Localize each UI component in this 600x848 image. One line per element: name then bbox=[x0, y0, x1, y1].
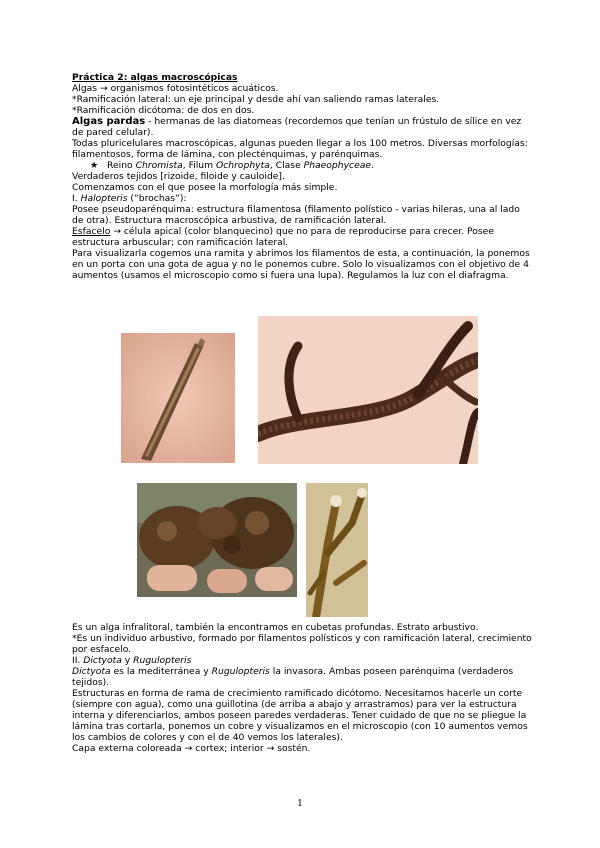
algas-pardas-text: - hermanas de las diatomeas (recordemos que tenían un frústulo de sílice en vez de pared celular). bbox=[72, 116, 522, 138]
taxonomy-bullet bbox=[72, 160, 532, 171]
dictyota-text-2: la invasora. Ambas poseen parénquima (verdaderos tejidos). bbox=[72, 666, 514, 688]
algas-pardas-heading: Algas pardas bbox=[72, 116, 146, 127]
microscope-branch-photo bbox=[258, 316, 478, 464]
esfacelo-term: Esfacelo bbox=[72, 226, 111, 237]
paragraph-individuo: *Es un individuo arbustivo, formado por filamentos polísticos y con ramificación lateral, crecimiento por esfacelo. bbox=[72, 633, 532, 655]
reino-value: Chromista bbox=[135, 160, 183, 171]
paragraph-algas-pardas bbox=[72, 116, 532, 138]
paragraph-pseudoparenquima: Posee pseudoparénquima: estructura filamentosa (filamento polístico - varias hileras, una al lado de otra). Estructura macroscópica arbustiva, de ramificación lateral. bbox=[72, 204, 520, 226]
rugulopteris-name: Rugulopteris bbox=[133, 655, 192, 666]
paragraph-visualizar: Para visualizarla cogemos una ramita y abrimos los filamentos de esta, a continuación, la ponemos en un porta con una gota de agua y no le ponemos cubre. Solo lo visualizamos con el objetivo de 4 aumentos (usamos el microscopio como si fuera una lupa). Regulamos la luz con el diafragma. bbox=[72, 248, 530, 281]
heading-halopteris bbox=[72, 193, 532, 204]
dictyota-numeral: II. bbox=[72, 655, 84, 666]
line-algas: Algas → organismos fotosintéticos acuáticos. bbox=[72, 83, 279, 94]
page-title: Práctica 2: algas macroscópicas bbox=[72, 72, 238, 83]
microscope-filament-photo bbox=[121, 333, 235, 463]
esfacelo-tips-photo bbox=[306, 483, 368, 617]
filum-label: , Filum bbox=[182, 160, 216, 171]
paragraph-pluricelulares: Todas pluricelulares macroscópicas, algunas pueden llegar a los 100 metros. Diversas morfologías: filamentosos, forma de lámina, con plecténquimas, y parénquimas. bbox=[72, 138, 528, 160]
line-verdaderos-tejidos: Verdaderos tejidos [rizoide, filoide y cauloide]. bbox=[72, 171, 285, 182]
rugulopteris-term: Rugulopteris bbox=[211, 666, 270, 677]
page-number: 1 bbox=[297, 799, 303, 809]
paragraph-esfacelo bbox=[72, 226, 532, 248]
esfacelo-text: → célula apical (color blanquecino) que no para de reproducirse para crecer. Posee estructura arbuscular; con ramificación lateral. bbox=[72, 226, 494, 248]
line-ramificacion-dicotoma: *Ramificación dicótoma: de dos en dos. bbox=[72, 105, 255, 116]
paragraph-infralitoral: Es un alga infralitoral, también la encontramos en cubetas profundas. Estrato arbustivo. bbox=[72, 622, 479, 633]
text-block-bottom bbox=[72, 622, 532, 754]
reino-label: Reino bbox=[107, 160, 136, 171]
text-block-top bbox=[72, 72, 532, 281]
paragraph-capa: Capa externa coloreada → cortex; interior → sostén. bbox=[72, 743, 311, 754]
taxonomy-end: . bbox=[371, 160, 374, 171]
heading-dictyota bbox=[72, 655, 532, 666]
paragraph-estructuras: Estructuras en forma de rama de crecimiento ramificado dicótomo. Necesitamos hacerle un corte (siempre con agua), como una guillotina (de arriba a abajo y arrastramos) para ver la estructura interna y diferenciarlos, ambos poseen paredes verdaderas. Tener cuidado de que no se pliegue la lámina tras cortarla, ponemos un cobre y visualizamos en el microscopio (con 10 aumentos vemos los cambios de colores y con el de 40 vemos los laterales). bbox=[72, 688, 528, 743]
halopteris-numeral: I. bbox=[72, 193, 81, 204]
dictyota-and: y bbox=[121, 655, 134, 666]
dictyota-name: Dictyota bbox=[83, 655, 122, 666]
dictyota-term: Dictyota bbox=[72, 666, 111, 677]
line-comenzamos: Comenzamos con el que posee la morfología más simple. bbox=[72, 182, 338, 193]
paragraph-dictyota bbox=[72, 666, 532, 688]
filum-value: Ochrophyta bbox=[216, 160, 270, 171]
star-icon: ★ bbox=[90, 160, 99, 171]
line-ramificacion-lateral: *Ramificación lateral: un eje principal y desde ahí van saliendo ramas laterales. bbox=[72, 94, 440, 105]
hand-holding-algae-photo bbox=[137, 483, 297, 597]
halopteris-nickname: (“brochas”): bbox=[127, 193, 187, 204]
halopteris-name: Halopteris bbox=[80, 193, 128, 204]
clase-value: Phaeophyceae bbox=[303, 160, 372, 171]
clase-label: , Clase bbox=[269, 160, 304, 171]
dictyota-text-1: es la mediterránea y bbox=[110, 666, 212, 677]
